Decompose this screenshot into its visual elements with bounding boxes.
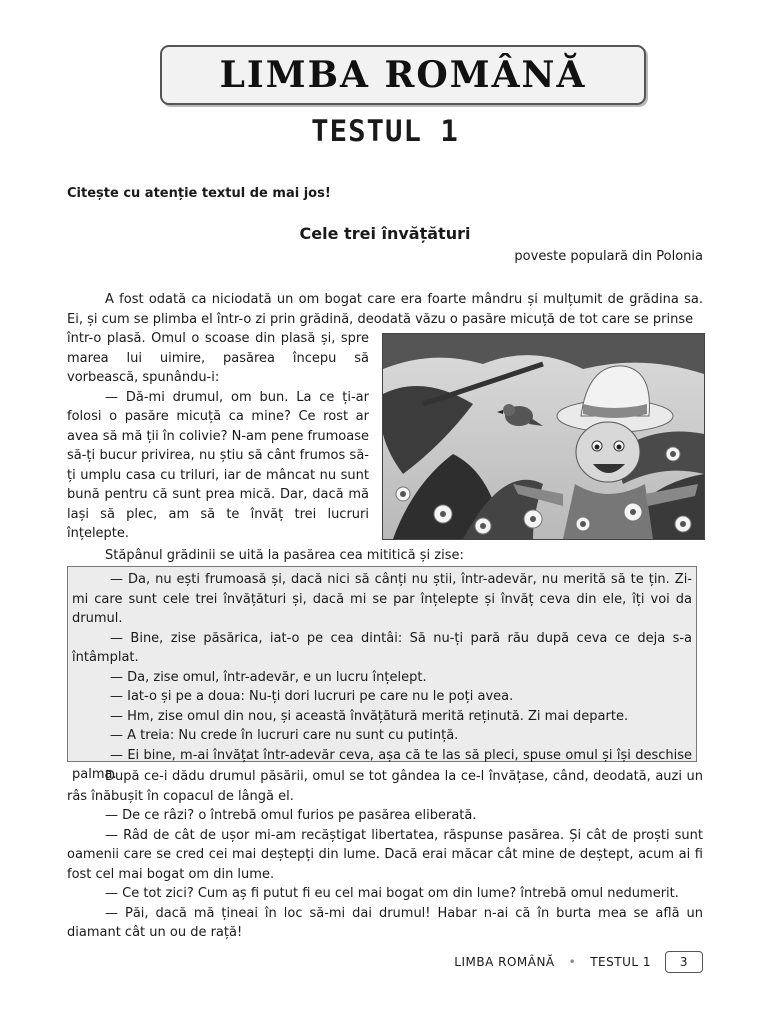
page-number: 3 (665, 951, 703, 973)
story-ending (67, 767, 703, 943)
dialog-line: — Hm, zise omul din nou, și această învățătură merită reținută. Zi mai departe. (110, 708, 629, 724)
left-paragraph: — Dă-mi drumul, om bun. La ce ți-ar folosi o pasăre micuță ca mine? Ce rost ar avea să mă ții în colivie? N-am pene frumoase să-ți bucur privirea, nu știu să cânt frumos să-ți umplu casa cu triluri, iar de mâncat nu sunt bună pentru că sunt prea mică. Dar, dacă mă lași să plec, am să te învăț trei lucruri înțelepte. (67, 389, 369, 541)
dialog-box (67, 566, 697, 782)
subject-title-box (160, 45, 646, 105)
ending-paragraph: — Ce tot zici? Cum aș fi putut fi eu cel mai bogat om din lume? întrebă omul nedumerit. (105, 886, 679, 901)
dialog-line: — Ei bine, m-ai învățat într-adevăr ceva, așa că te las să pleci, spuse omul și își deschise palma. (72, 747, 692, 782)
instruction: Citește cu atenție textul de mai jos! (67, 186, 331, 201)
ending-paragraph: — Păi, dacă mă țineai în loc să-mi dai drumul! Habar n-ai că în burta mea se află un diamant cât un ou de rață! (67, 905, 703, 940)
dialog-line: — Da, nu ești frumoasă și, dacă nici să cânți nu știi, într-adevăr, nu merită să te țin. Zi-mi care sunt cele trei învățături și, dacă mi se par înțelepte și învăț ceva din ele, îți voi da drumul. (72, 572, 692, 626)
bullet-dot-icon: • (568, 955, 577, 969)
dialog-line: — A treia: Nu crede în lucruri care nu sunt cu putință. (110, 728, 459, 743)
left-paragraph: într-o plasă. Omul o scoase din plasă și, spre marea lui uimire, pasărea începu să vorbească, spunându-i: (67, 331, 369, 385)
footer-test: TESTUL 1 (590, 955, 651, 969)
illustration-scarecrow-bird (382, 333, 705, 540)
test-title: TESTUL 1 (311, 114, 459, 148)
dialog-line: — Da, zise omul, într-adevăr, e un lucru înțelept. (110, 669, 427, 685)
story-title: Cele trei învățături (299, 224, 471, 243)
left-column (67, 329, 369, 544)
ending-paragraph: După ce-i dădu drumul păsării, omul se tot gândea la ce-l învățase, când, deodată, auzi un râs înăbușit în copacul de lângă el. (67, 769, 703, 804)
illustration-svg (383, 334, 704, 539)
story-subtitle: poveste populară din Polonia (514, 249, 703, 264)
subject-title: LIMBA ROMÂNĂ (219, 54, 587, 96)
dialog-line: — Iat-o și pe a doua: Nu-ți dori lucruri pe care nu le poți avea. (110, 689, 514, 704)
page-footer (454, 951, 703, 973)
dialog-line: — Bine, zise păsărica, iat-o pe cea dintâi: Să nu-ți pară rău după ceva ce deja s-a întâmplat. (72, 630, 692, 665)
story-intro: A fost odată ca niciodată un om bogat care era foarte mândru și mulțumit de grădina sa. Ei, și cum se plimba el într-o zi prin grădină, deodată văzu o pasăre micuță de tot care se prinse (67, 292, 703, 327)
ending-paragraph: — De ce râzi? o întrebă omul furios pe pasărea eliberată. (105, 808, 477, 823)
story-transition: Stăpânul grădinii se uită la pasărea cea mititică și zise: (105, 548, 464, 563)
footer-subject: LIMBA ROMÂNĂ (454, 955, 555, 969)
ending-paragraph: — Râd de cât de ușor mi-am recăștigat libertatea, răspunse pasărea. Și cât de proști sunt oamenii care se cred cei mai deștepți din lume. Dacă erai măcar cât mine de deștept, acum ai fi fost cel mai bogat om din lume. (67, 827, 703, 882)
